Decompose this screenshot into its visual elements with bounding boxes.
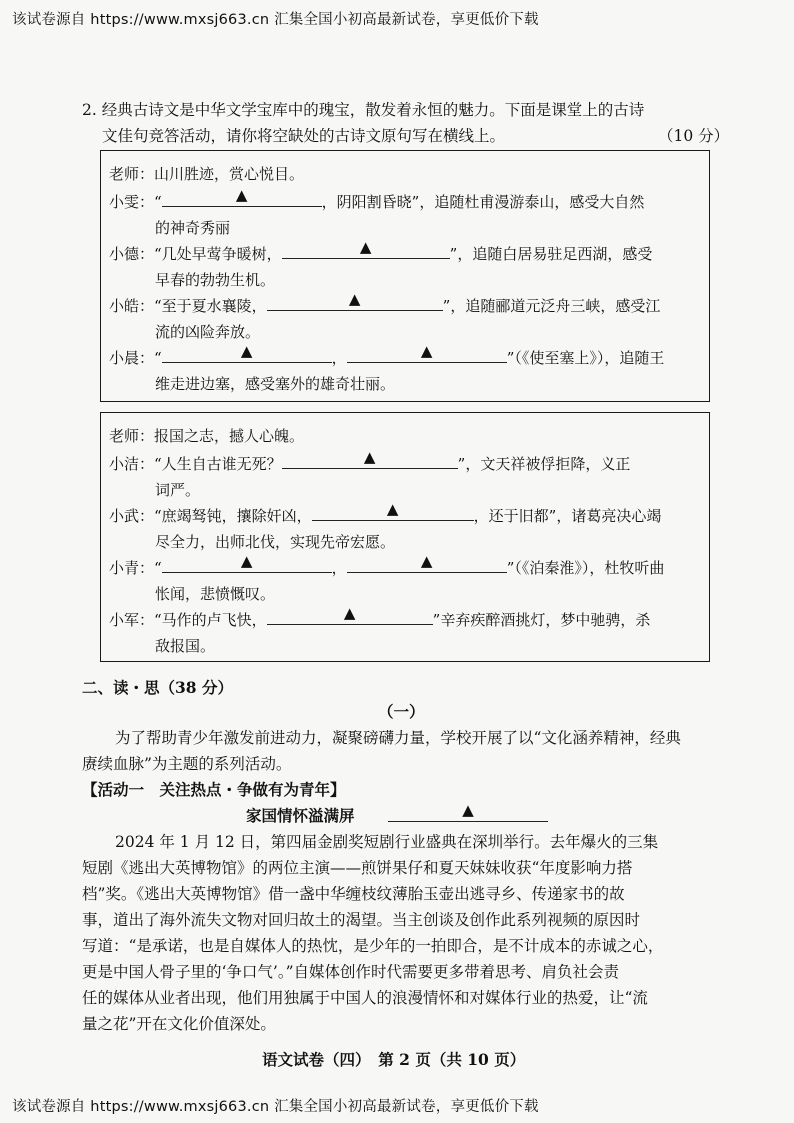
answer-blank[interactable] bbox=[347, 552, 507, 573]
triangle-marker-icon: ▲ bbox=[359, 238, 372, 256]
article-title: 家国情怀溢满屏 bbox=[246, 806, 355, 825]
triangle-marker-icon: ▲ bbox=[240, 342, 253, 360]
student-qing-line bbox=[109, 552, 665, 578]
student-hao-line bbox=[109, 290, 661, 316]
student-jun-cont: 敌报国。 bbox=[155, 637, 216, 655]
student-chen-mid: ， bbox=[331, 349, 347, 367]
article-line-6: 更是中国人骨子里的‘争口气’。”自媒体创作时代需要更多带着思考、肩负社会责 bbox=[82, 963, 620, 981]
answer-blank[interactable] bbox=[267, 290, 443, 311]
student-qing-cont: 怅闻，悲愤慨叹。 bbox=[155, 585, 276, 603]
article-line-8: 量之花”开在文化价值深处。 bbox=[82, 1015, 276, 1033]
answer-blank[interactable] bbox=[162, 552, 332, 573]
student-chen-cont: 维走进边塞，感受塞外的雄奇壮丽。 bbox=[155, 375, 396, 393]
student-de-after: ”，追随白居易驻足西湖，感受 bbox=[449, 245, 653, 263]
student-jie-cont: 词严。 bbox=[155, 481, 201, 499]
student-wen-prefix: 小雯：“ bbox=[109, 193, 162, 211]
student-hao-cont: 流的凶险奔放。 bbox=[155, 323, 261, 341]
activity-one-heading: 【活动一 关注热点・争做有为青年】 bbox=[82, 780, 346, 799]
page-footer: 语文试卷（四） 第 2 页（共 10 页） bbox=[262, 1050, 526, 1069]
student-de-line bbox=[109, 238, 653, 264]
teacher-line-2: 老师：报国之志，撼人心魄。 bbox=[109, 427, 305, 445]
section-2-heading: 二、读・思（38 分） bbox=[82, 678, 233, 697]
question-2-line2: 文佳句竞答活动，请你将空缺处的古诗文原句写在横线上。 bbox=[102, 127, 506, 145]
student-wen-cont: 的神奇秀丽 bbox=[155, 219, 231, 237]
student-jie-after: ”，文天祥被俘拒降，义正 bbox=[457, 455, 631, 473]
student-wu-prefix: 小武：“庶竭驽钝，攘除奸凶， bbox=[109, 507, 312, 525]
triangle-marker-icon: ▲ bbox=[240, 552, 253, 570]
triangle-marker-icon: ▲ bbox=[420, 342, 433, 360]
question-2-line1: 2. 经典古诗文是中华文学宝库中的瑰宝，散发着永恒的魅力。下面是课堂上的古诗 bbox=[82, 101, 645, 119]
source-banner-bottom: 该试卷源自 https://www.mxsj663.cn 汇集全国小初高最新试卷，享更低价下载 bbox=[12, 1099, 539, 1115]
question-2-score: （10 分） bbox=[658, 127, 730, 145]
student-jie-prefix: 小洁：“人生自古谁无死？ bbox=[109, 455, 282, 473]
triangle-marker-icon: ▲ bbox=[363, 448, 376, 466]
student-wu-cont: 尽全力，出师北伐，实现先帝宏愿。 bbox=[155, 533, 396, 551]
part-one-label: （一） bbox=[378, 702, 425, 721]
student-chen-after: ”（《使至塞上》），追随王 bbox=[506, 349, 665, 367]
title-blank-line[interactable] bbox=[388, 801, 548, 822]
article-line-2: 短剧《逃出大英博物馆》的两位主演——煎饼果仔和夏天妹妹收获“年度影响力搭 bbox=[82, 859, 633, 877]
article-line-7: 任的媒体从业者出现，他们用独属于中国人的浪漫情怀和对媒体行业的热爱，让“流 bbox=[82, 989, 648, 1007]
student-qing-mid: ， bbox=[331, 559, 347, 577]
intro-line-2: 赓续血脉”为主题的系列活动。 bbox=[82, 755, 292, 773]
student-chen-line bbox=[109, 342, 665, 368]
student-wen-after: ，阴阳割昏晓”，追随杜甫漫游泰山，感受大自然 bbox=[321, 193, 645, 211]
triangle-marker-icon: ▲ bbox=[343, 604, 356, 622]
article-line-5: 写道：“是承诺，也是自媒体人的热忱，是少年的一拍即合，是不计成本的赤诚之心， bbox=[82, 937, 664, 955]
article-line-4: 事，道出了海外流失文物对回归故土的渴望。当主创谈及创作此系列视频的原因时 bbox=[82, 911, 641, 929]
student-hao-after: ”，追随郦道元泛舟三峡，感受江 bbox=[442, 297, 661, 315]
answer-blank[interactable] bbox=[347, 342, 507, 363]
student-jun-after: ”辛弃疾醉酒挑灯，梦中驰骋，杀 bbox=[432, 611, 651, 629]
intro-line-1: 为了帮助青少年激发前进动力，凝聚磅礴力量，学校开展了以“文化涵养精神，经典 bbox=[115, 729, 681, 747]
quote-box-patriotism bbox=[100, 412, 710, 662]
answer-blank[interactable] bbox=[388, 801, 548, 822]
student-hao-prefix: 小皓：“至于夏水襄陵， bbox=[109, 297, 267, 315]
triangle-marker-icon: ▲ bbox=[420, 552, 433, 570]
triangle-marker-icon: ▲ bbox=[462, 801, 474, 819]
student-jun-line bbox=[109, 604, 651, 630]
student-wen-line bbox=[109, 186, 645, 212]
answer-blank[interactable] bbox=[162, 186, 322, 207]
answer-blank[interactable] bbox=[162, 342, 332, 363]
student-wu-line bbox=[109, 500, 662, 526]
student-de-prefix: 小德：“几处早莺争暖树， bbox=[109, 245, 282, 263]
student-qing-after: ”（《泊秦淮》），杜牧听曲 bbox=[506, 559, 665, 577]
student-qing-prefix: 小青：“ bbox=[109, 559, 162, 577]
quote-box-landscape bbox=[100, 150, 710, 402]
answer-blank[interactable] bbox=[312, 500, 474, 521]
teacher-line-1: 老师：山川胜迹，赏心悦目。 bbox=[109, 165, 305, 183]
student-chen-prefix: 小晨：“ bbox=[109, 349, 162, 367]
answer-blank[interactable] bbox=[282, 238, 450, 259]
triangle-marker-icon: ▲ bbox=[348, 290, 361, 308]
triangle-marker-icon: ▲ bbox=[235, 186, 248, 204]
answer-blank[interactable] bbox=[267, 604, 433, 625]
student-wu-after: ，还于旧都”，诸葛亮决心竭 bbox=[473, 507, 662, 525]
student-jie-line bbox=[109, 448, 631, 474]
article-line-3: 档”奖。《逃出大英博物馆》借一盏中华缠枝纹薄胎玉壶出逃寻乡、传递家书的故 bbox=[82, 885, 625, 903]
source-banner-top: 该试卷源自 https://www.mxsj663.cn 汇集全国小初高最新试卷，享更低价下载 bbox=[12, 12, 539, 28]
student-de-cont: 早春的勃勃生机。 bbox=[155, 271, 276, 289]
student-jun-prefix: 小军：“马作的卢飞快， bbox=[109, 611, 267, 629]
answer-blank[interactable] bbox=[282, 448, 458, 469]
triangle-marker-icon: ▲ bbox=[386, 500, 399, 518]
article-line-1: 2024 年 1 月 12 日，第四届金剧奖短剧行业盛典在深圳举行。去年爆火的三集 bbox=[115, 833, 659, 851]
